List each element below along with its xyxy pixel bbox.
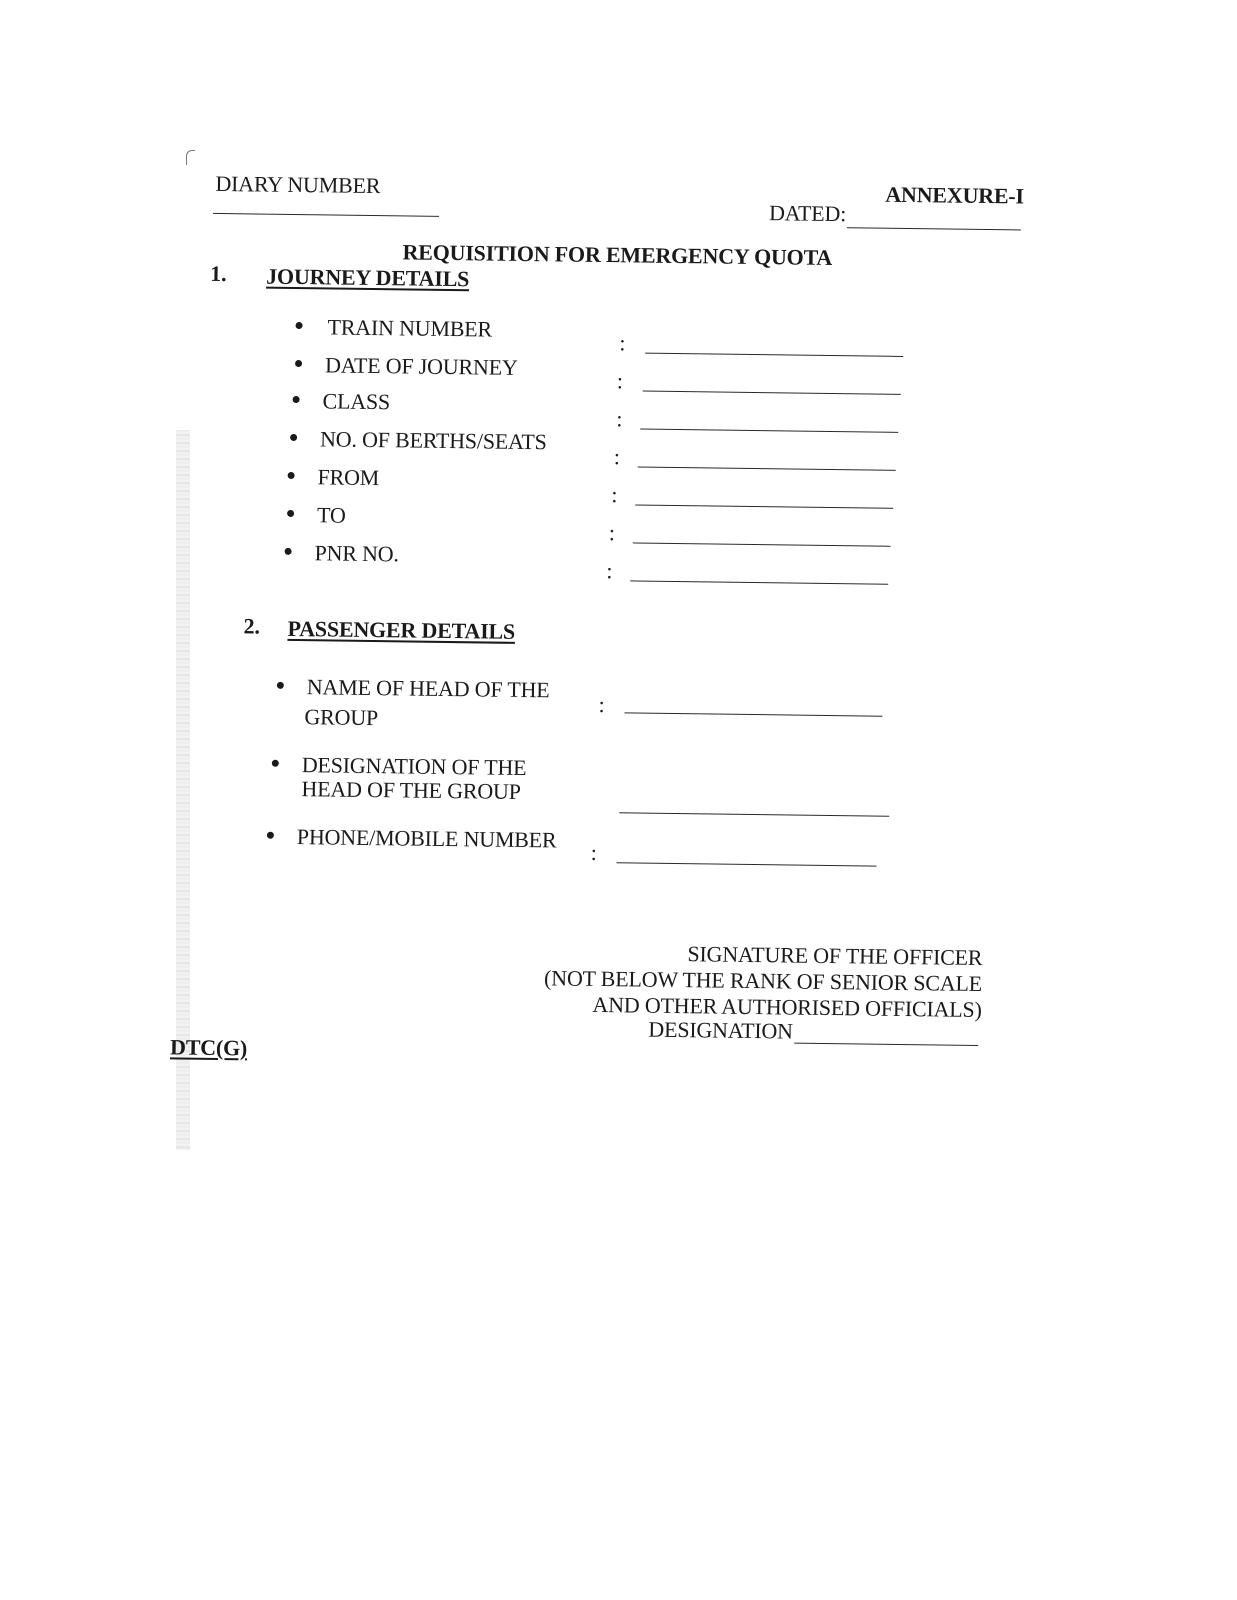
bullet-icon [285, 548, 292, 555]
journey-details-heading: JOURNEY DETAILS [266, 263, 470, 292]
field-colon: : [608, 520, 616, 546]
field-label-line1: NAME OF HEAD OF THE [306, 674, 550, 703]
signature-line-1: SIGNATURE OF THE OFFICER [687, 941, 983, 971]
annexure-label: ANNEXURE-I [885, 181, 1025, 209]
field-label: CLASS [322, 388, 391, 415]
train-number-input-line[interactable] [645, 353, 903, 357]
dated-label: DATED: [768, 200, 847, 227]
designation-label: DESIGNATION [648, 1016, 793, 1044]
bullet-icon [295, 360, 302, 367]
field-label: TO [316, 502, 346, 528]
field-colon: : [598, 691, 605, 718]
field-colon: : [613, 444, 621, 470]
phone-input-line[interactable] [617, 862, 877, 866]
field-colon: : [611, 482, 618, 508]
diary-number-label: DIARY NUMBER [215, 170, 381, 199]
bullet-icon [290, 434, 297, 441]
field-colon: : [616, 406, 623, 432]
signature-designation-line[interactable] [794, 1043, 978, 1046]
diary-number-line[interactable] [213, 213, 439, 217]
field-label: DATE OF JOURNEY [324, 352, 518, 380]
bullet-icon [296, 322, 303, 329]
field-label: NO. OF BERTHS/SEATS [319, 426, 547, 455]
head-name-input-line[interactable] [625, 712, 883, 716]
pnr-input-line[interactable] [630, 580, 888, 584]
date-of-journey-input-line[interactable] [643, 391, 901, 395]
passenger-details-heading: PASSENGER DETAILS [287, 615, 516, 644]
bullet-icon [293, 396, 300, 403]
bullet-icon [272, 760, 279, 767]
field-colon: : [619, 330, 626, 356]
field-label: FROM [317, 464, 380, 491]
bullet-icon [288, 472, 295, 479]
field-colon: : [616, 368, 624, 394]
field-label-line1: PHONE/MOBILE NUMBER [296, 824, 557, 853]
to-input-line[interactable] [633, 542, 891, 546]
field-label-line2: HEAD OF THE GROUP [301, 776, 521, 804]
signature-line-3: AND OTHER AUTHORISED OFFICIALS) [592, 991, 982, 1023]
field-colon: : [606, 558, 613, 584]
signature-line-2: (NOT BELOW THE RANK OF SENIOR SCALE [543, 965, 983, 997]
field-label: TRAIN NUMBER [327, 314, 493, 342]
field-label-line1: DESIGNATION OF THE [301, 752, 527, 781]
bullet-icon [287, 510, 294, 517]
bullet-icon [267, 832, 274, 839]
section-2-number: 2. [243, 613, 260, 639]
class-input-line[interactable] [640, 429, 898, 433]
footer-code: DTC(G) [169, 1034, 248, 1061]
section-1-number: 1. [210, 260, 227, 287]
form-title: REQUISITION FOR EMERGENCY QUOTA [402, 239, 833, 271]
field-label-line2: GROUP [304, 704, 379, 731]
dated-line[interactable] [847, 227, 1021, 230]
field-label: PNR NO. [314, 540, 399, 567]
designation-input-line[interactable] [619, 812, 889, 817]
berths-seats-input-line[interactable] [638, 466, 896, 470]
bullet-icon [277, 682, 284, 689]
from-input-line[interactable] [635, 504, 893, 508]
field-colon: : [590, 839, 597, 865]
